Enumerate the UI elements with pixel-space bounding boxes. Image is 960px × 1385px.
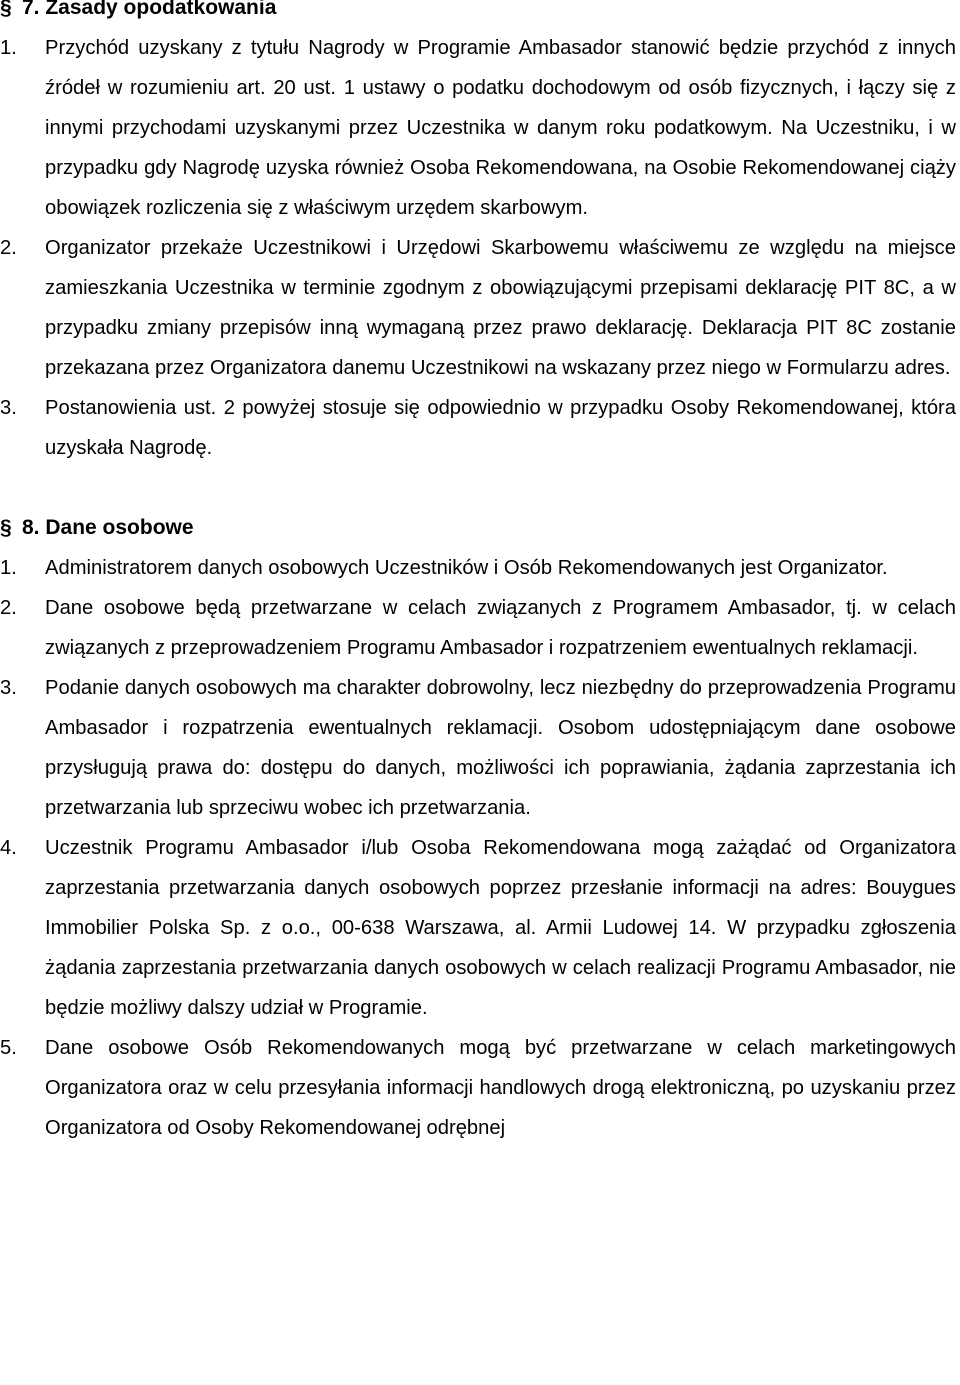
list-item (0, 588, 960, 668)
list-item (0, 668, 960, 828)
list-item (0, 228, 960, 388)
item-number: 1. (0, 557, 17, 579)
list-item (0, 548, 960, 588)
section-8-personal-data (0, 508, 960, 1148)
item-text: Przychód uzyskany z tytułu Nagrody w Programie Ambasador stanowić będzie przychód z innych źródeł w rozumieniu art. 20 ust. 1 ustawy o podatku dochodowym od osób fizycznych, i łączy się z innymi przychodami uzyskanymi przez Uczestnika w danym roku podatkowym. Na Uczestniku, i w przypadku gdy Nagrodę uzyska również Osoba Rekomendowana, na Osobie Rekomendowanej ciąży obowiązek rozliczenia się z właściwym urzędem skarbowym. (45, 37, 956, 219)
section-heading (0, 508, 960, 548)
item-text: Administratorem danych osobowych Uczestników i Osób Rekomendowanych jest Organizator. (45, 557, 888, 579)
item-number: 4. (0, 837, 17, 859)
item-number: 1. (0, 37, 17, 59)
list-item (0, 388, 960, 468)
item-number: 5. (0, 1037, 17, 1059)
section-symbol: § (0, 0, 12, 19)
item-number: 2. (0, 237, 17, 259)
section-title: 7. Zasady opodatkowania (22, 0, 277, 19)
list-item (0, 828, 960, 1028)
item-text: Dane osobowe Osób Rekomendowanych mogą być przetwarzane w celach marketingowych Organizatora oraz w celu przesyłania informacji handlowych drogą elektroniczną, po uzyskaniu przez Organizatora od Osoby Rekomendowanej odrębnej (45, 1037, 956, 1139)
item-text: Postanowienia ust. 2 powyżej stosuje się odpowiednio w przypadku Osoby Rekomendowanej, która uzyskała Nagrodę. (45, 397, 956, 459)
section-heading (0, 0, 960, 28)
item-number: 2. (0, 597, 17, 619)
item-number: 3. (0, 677, 17, 699)
section-title: 8. Dane osobowe (22, 516, 194, 539)
item-text: Organizator przekaże Uczestnikowi i Urzędowi Skarbowemu właściwemu ze względu na miejsce zamieszkania Uczestnika w terminie zgodnym z obowiązującymi przepisami deklarację PIT 8C, a w przypadku zmiany przepisów inną wymaganą przez prawo deklarację. Deklaracja PIT 8C zostanie przekazana przez Organizatora danemu Uczestnikowi na wskazany przez niego w Formularzu adres. (45, 237, 956, 379)
list-item (0, 1028, 960, 1148)
item-text: Podanie danych osobowych ma charakter dobrowolny, lecz niezbędny do przeprowadzenia Programu Ambasador i rozpatrzenia ewentualnych reklamacji. Osobom udostępniającym dane osobowe przysługują prawa do: dostępu do danych, możliwości ich poprawiania, żądania zaprzestania ich przetwarzania lub sprzeciwu wobec ich przetwarzania. (45, 677, 956, 819)
section-symbol: § (0, 516, 12, 539)
item-text: Dane osobowe będą przetwarzane w celach związanych z Programem Ambasador, tj. w celach związanych z przeprowadzeniem Programu Ambasador i rozpatrzeniem ewentualnych reklamacji. (45, 597, 956, 659)
item-number: 3. (0, 397, 17, 419)
section-7-taxation (0, 0, 960, 468)
list-item (0, 28, 960, 228)
item-text: Uczestnik Programu Ambasador i/lub Osoba Rekomendowana mogą zażądać od Organizatora zaprzestania przetwarzania danych osobowych poprzez przesłanie informacji na adres: Bouygues Immobilier Polska Sp. z o.o., 00-638 Warszawa, al. Armii Ludowej 14. W przypadku zgłoszenia żądania zaprzestania przetwarzania danych osobowych w celach realizacji Programu Ambasador, nie będzie możliwy dalszy udział w Programie. (45, 837, 956, 1019)
